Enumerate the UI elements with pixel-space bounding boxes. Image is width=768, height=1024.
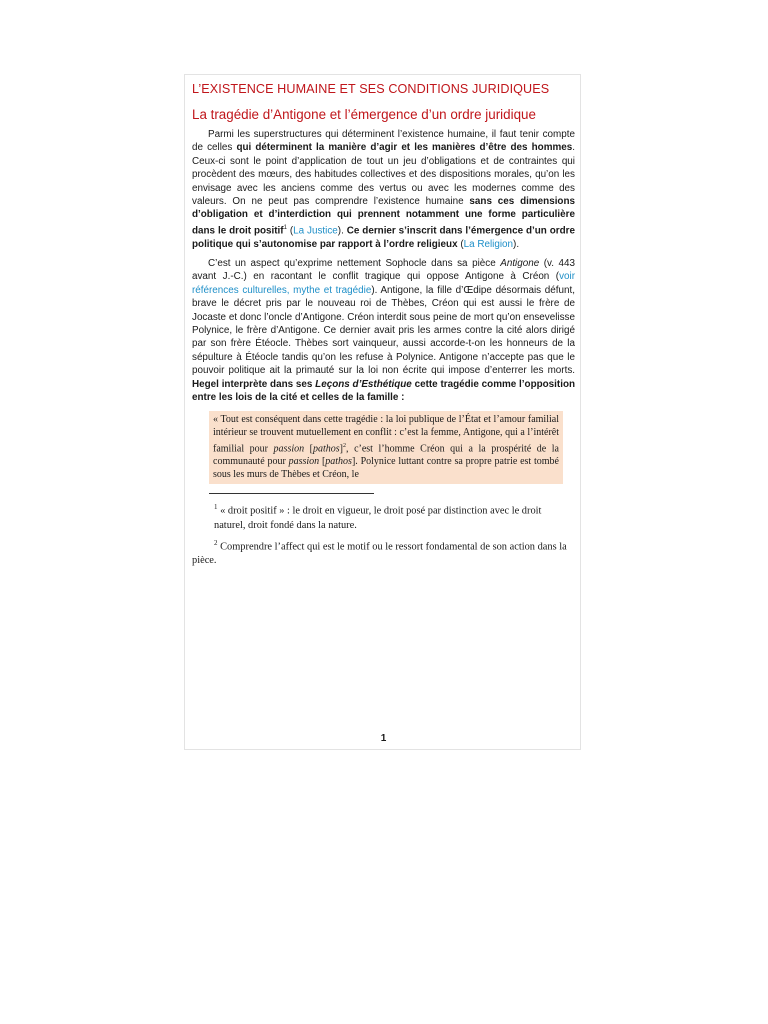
quote-italic-1: passion — [273, 443, 305, 455]
p2-italic-1: Antigone — [500, 257, 540, 269]
p1-text-1: Parmi les superstructures qui déterminent l’existence humaine, il faut tenir compte de celles — [192, 129, 575, 154]
quote-text-6: ]. Polynice luttant contre sa propre patrie est tombé sous les murs de Thèbes et Créon, le — [213, 456, 559, 481]
footnote-divider — [209, 493, 374, 494]
link-la-religion[interactable]: La Religion — [463, 238, 514, 250]
p1-text-2: . Ceux-ci sont le point d’application de tout un jeu d’obligations et de contraintes qui procèdent des mœurs, des habitudes collectives et des dispositions morales, qu’on les envisage avec les anciens comme des vertus ou avec les modernes comme des valeurs. On ne peut pas comprendre l’existence humaine — [192, 142, 575, 208]
p2-bold-2: cette tragédie comme l’opposition entre les lois de la cité et celles de la famille : — [192, 378, 576, 404]
quote-italic-3: passion — [288, 456, 320, 468]
p1-text-4: ). — [337, 225, 347, 237]
document-page — [184, 74, 581, 750]
footnote-1 — [192, 500, 575, 532]
hegel-quote — [209, 411, 563, 484]
quote-italic-2: pathos — [313, 443, 340, 455]
quote-text-4: , c’est l’homme Créon qui a la prospérité de la communauté pour — [213, 443, 559, 468]
page-content — [192, 81, 575, 568]
p1-bold-2: sans ces dimensions d’obligation et d’interdiction qui prennent notamment une forme particulière dans le droit positif — [192, 196, 575, 237]
p2-bold-italic-1: Leçons d’Esthétique — [315, 378, 412, 390]
p1-text-5: ( — [457, 238, 464, 250]
footnote-1-text: « droit positif » : le droit en vigueur, le droit posé par distinction avec le droit naturel, droit fondé dans la nature. — [214, 505, 542, 531]
quote-text-3: ] — [339, 443, 344, 455]
footnote-1-number: 1 — [214, 503, 218, 512]
link-la-justice[interactable]: La Justice — [293, 225, 338, 237]
paragraph-1 — [192, 128, 575, 251]
quote-italic-4: pathos — [325, 456, 352, 468]
chapter-title: L’EXISTENCE HUMAINE ET SES CONDITIONS JURIDIQUES — [192, 82, 550, 96]
section-title: La tragédie d’Antigone et l’émergence d’un ordre juridique — [192, 107, 536, 122]
footnote-2-text: Comprendre l’affect qui est le motif ou le ressort fondamental de son action dans la pièce. — [192, 541, 567, 567]
quote-text-2: [ — [304, 443, 313, 455]
paragraph-2 — [192, 257, 575, 404]
p2-text-3: ). Antigone, la fille d’Œdipe désormais défunt, brave le décret pris par le nouveau roi de Thèbes, Créon qui est aussi le frère de Jocaste et donc l’oncle d’Antigone. Créon interdit sous peine de mort qu’on ensevelisse Polynice, le frère d’Antigone. Ce dernier avait pris les armes contre la cité alors dirigé par son frère Étéocle. Thèbes sort vainqueur, aussi accorde-t-on les honneurs de la sépulture à Étéocle tandis qu’on les refuse à Polynice. Antigone n’accepte pas que le pouvoir politique ait la primauté sur la loi non écrite qui impose d’enterrer les morts. — [192, 284, 575, 377]
p1-bold-3: Ce dernier s’inscrit dans l’émergence d’un ordre politique qui s’autonomise par rapport à l’ordre religieux — [192, 225, 575, 250]
footnote-2-number: 2 — [214, 538, 218, 547]
p2-text-1: C’est un aspect qu’exprime nettement Sophocle dans sa pièce — [208, 257, 501, 269]
quote-text-5: [ — [319, 456, 326, 468]
p1-text-6: ). — [513, 238, 520, 250]
footnote-ref-1[interactable]: 1 — [283, 224, 287, 231]
p2-text-2: (v. 443 avant J.-C.) en racontant le conflit tragique qui oppose Antigone à Créon ( — [192, 257, 575, 283]
p1-text-3: ( — [286, 225, 294, 237]
p1-bold-1: qui déterminent la manière d’agir et les manières d’être des hommes — [236, 142, 573, 154]
link-references-culturelles[interactable]: voir références culturelles, mythe et tragédie — [192, 271, 575, 296]
page-number: 1 — [380, 733, 387, 744]
quote-text-1: « Tout est conséquent dans cette tragédie : la loi publique de l’État et l’amour familial intérieur se trouvent mutuellement en conflit : c’est la femme, Antigone, qui a l’intérêt familial pour — [213, 414, 559, 455]
p2-bold-1: Hegel interprète dans ses — [192, 378, 316, 390]
footnote-ref-2[interactable]: 2 — [343, 443, 347, 450]
footnote-2 — [192, 536, 575, 568]
